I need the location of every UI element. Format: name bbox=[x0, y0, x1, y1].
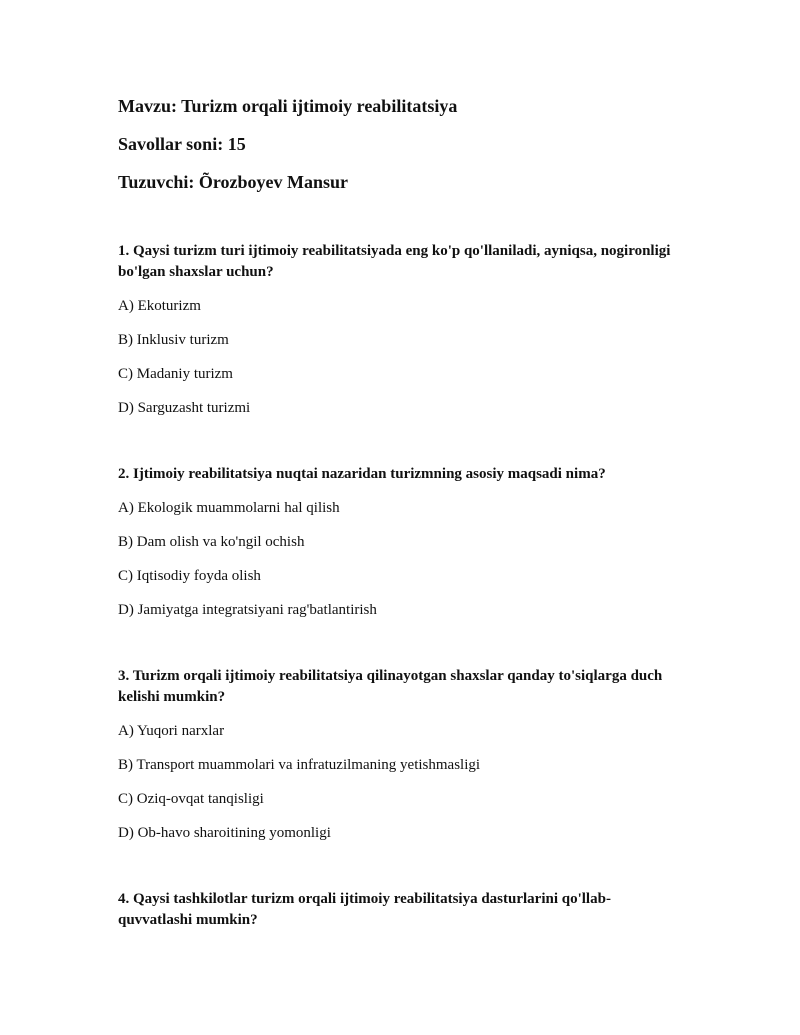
answer-option-d: D) Sarguzasht turizmi bbox=[118, 400, 251, 416]
answer-options bbox=[118, 296, 678, 419]
answer-option-a: A) Ekologik muammolarni hal qilish bbox=[118, 500, 340, 516]
answer-option-b: B) Dam olish va ko'ngil ochish bbox=[118, 534, 305, 550]
question-text: 3. Turizm orqali ijtimoiy reabilitatsiya qilinayotgan shaxslar qanday to'siqlarga duch kelishi mumkin? bbox=[118, 668, 663, 705]
answer-option-a: A) Yuqori narxlar bbox=[118, 723, 225, 739]
question-block-3 bbox=[118, 666, 678, 857]
topic-heading: Mavzu: Turizm orqali ijtimoiy reabilitatsiya bbox=[118, 96, 458, 116]
question-text: 4. Qaysi tashkilotlar turizm orqali ijtimoiy reabilitatsiya dasturlarini qo'llab-quvvatlashi mumkin? bbox=[118, 891, 611, 928]
answer-option-d: D) Ob-havo sharoitining yomonligi bbox=[118, 825, 331, 841]
answer-option-c: C) Madaniy turizm bbox=[118, 366, 233, 382]
answer-option-c: C) Oziq-ovqat tanqisligi bbox=[118, 791, 264, 807]
question-text: 2. Ijtimoiy reabilitatsiya nuqtai nazaridan turizmning asosiy maqsadi nima? bbox=[118, 466, 606, 482]
answer-option-d: D) Jamiyatga integratsiyani rag'batlantirish bbox=[118, 602, 377, 618]
question-block-4 bbox=[118, 889, 678, 931]
question-block-2 bbox=[118, 464, 678, 634]
answer-option-a: A) Ekoturizm bbox=[118, 298, 201, 314]
answer-options bbox=[118, 721, 678, 844]
answer-option-c: C) Iqtisodiy foyda olish bbox=[118, 568, 261, 584]
answer-option-b: B) Inklusiv turizm bbox=[118, 332, 229, 348]
question-block-1 bbox=[118, 241, 678, 432]
question-count: Savollar soni: 15 bbox=[118, 134, 246, 154]
answer-option-b: B) Transport muammolari va infratuzilmaning yetishmasligi bbox=[118, 757, 481, 773]
author-line: Tuzuvchi: Õrozboyev Mansur bbox=[118, 172, 349, 192]
answer-options bbox=[118, 498, 678, 621]
question-text: 1. Qaysi turizm turi ijtimoiy reabilitatsiyada eng ko'p qo'llaniladi, ayniqsa, nogironligi bo'lgan shaxslar uchun? bbox=[118, 243, 671, 280]
